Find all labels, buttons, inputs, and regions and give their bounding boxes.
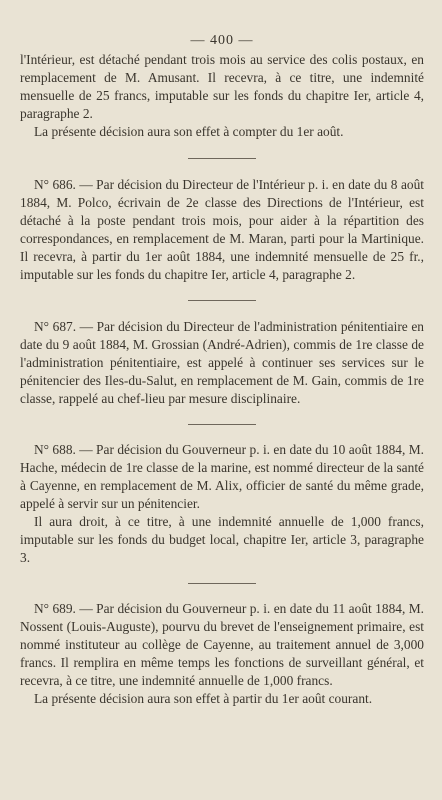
section-divider — [188, 300, 256, 301]
continuation-closing: La présente décision aura son effet à compter du 1er août. — [34, 124, 344, 139]
decision-closing: La présente décision aura son effet à partir du 1er août courant. — [34, 691, 373, 706]
decision-687 — [20, 318, 424, 408]
decision-text: N° 688. — Par décision du Gouverneur p. i. en date du 10 août 1884, M. Hache, médecin de 1re classe de la marine, est nommé directeur de la santé à Cayenne, en remplacement de M. Alix, officier de santé du même grade, appelé à servir sur un pénitencier. — [20, 442, 424, 511]
continuation-text: l'Intérieur, est détaché pendant trois mois au service des colis postaux, en remplacement de M. Amusant. Il recevra, à ce titre, une indemnité mensuelle de 25 francs, imputable sur les fonds du chapitre Ier, article 4, paragraphe 2. — [20, 52, 424, 121]
decision-closing: Il aura droit, à ce titre, à une indemnité annuelle de 1,000 francs, imputable sur les fonds du budget local, chapitre Ier, article 3, paragraphe 3. — [20, 514, 424, 565]
section-divider — [188, 583, 256, 584]
decision-text: N° 689. — Par décision du Gouverneur p. i. en date du 11 août 1884, M. Nossent (Louis-Auguste), pourvu du brevet de l'enseignement primaire, est nommé instituteur au collège de Cayenne, au traitement annuel de 3,000 francs. Il remplira en même temps les fonctions de surveillant général, et recevra, à ce titre, une indemnité annuelle de 1,000 francs. — [20, 601, 424, 688]
continuation-paragraph — [20, 51, 424, 141]
page-number: — 400 — — [190, 33, 254, 48]
decision-688 — [20, 441, 424, 567]
section-divider — [188, 424, 256, 425]
decision-text: N° 687. — Par décision du Directeur de l'administration pénitentiaire en date du 9 août 1884, M. Grossian (André-Adrien), commis de 1re classe de l'administration pénitentiaire, est appelé à continuer ses services sur le pénitencier des Iles-du-Salut, en remplacement de M. Gain, commis de 1re classe, rappelé au chef-lieu par mesure disciplinaire. — [20, 319, 424, 406]
decision-text: N° 686. — Par décision du Directeur de l'Intérieur p. i. en date du 8 août 1884, M. Polco, écrivain de 2e classe des Directions de l'Intérieur, est détaché à la poste pendant trois mois, pour aider à la répartition des correspondances, en remplacement de M. Maran, parti pour la Martinique. Il recevra, à partir du 1er août 1884, une indemnité mensuelle de 25 fr., imputable sur les fonds du chapitre Ier, article 4, paragraphe 2. — [20, 177, 424, 282]
section-divider — [188, 158, 256, 159]
decision-686 — [20, 176, 424, 284]
decision-689 — [20, 600, 424, 708]
